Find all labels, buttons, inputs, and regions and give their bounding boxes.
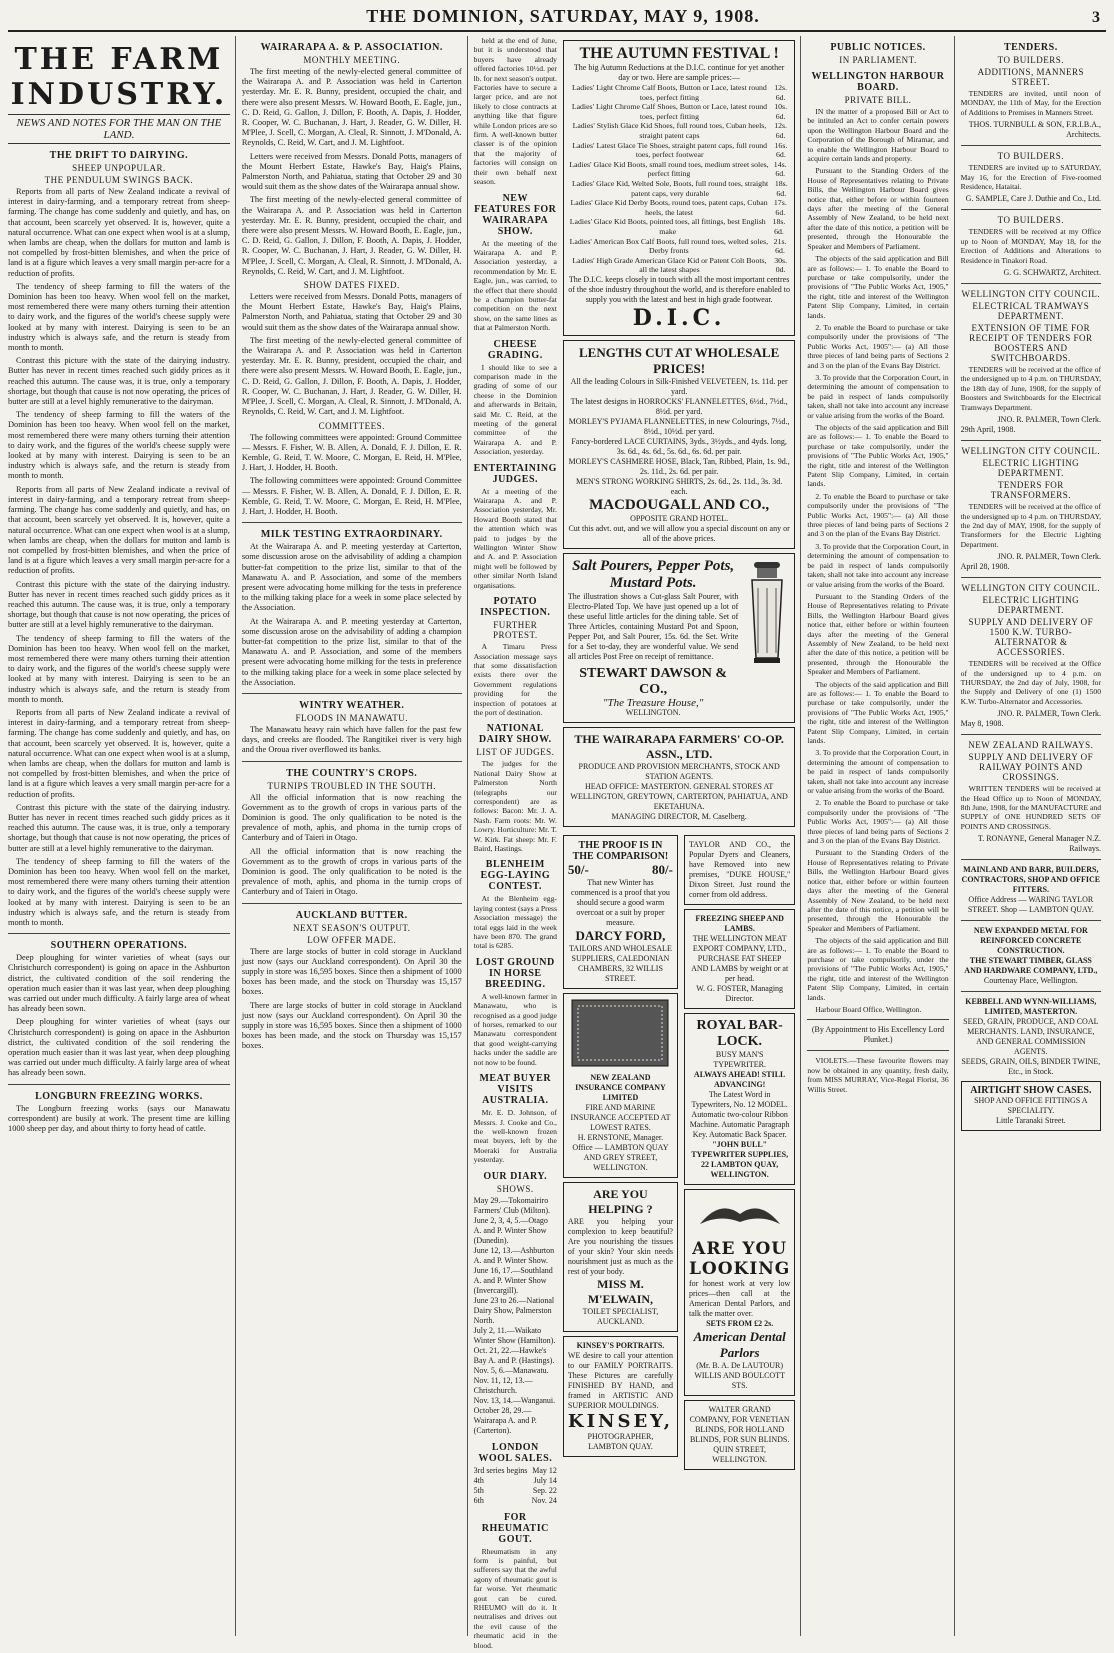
notice-paragraph: 3. To provide that the Corporation Court, in determining the amount of compensation to be paid in respect of lands compulsorily taken, shall not take into account any increase or value arising from the works of the Board. xyxy=(807,372,949,420)
tender-subheading: SUPPLY AND DELIVERY OF RAILWAY POINTS AND CROSSINGS. xyxy=(968,752,1094,783)
article-paragraph: I should like to see a comparison made in the grading of some of our cheese in the Dominion and afterwards in Britain, said Mr. C. Reid, at the meeting of the general committee of the Wairarapa A. and P. Association, yesterday. xyxy=(473,362,557,457)
article-heading: OUR DIARY. xyxy=(483,1170,548,1182)
advertiser-name: STEWART DAWSON & CO., xyxy=(579,665,728,697)
ad-text: The D.I.C. keeps closely in touch with all the most important centres of the shoe industry throughout the world, and is therefore enabled to supply you with the latest and best in high grade footwear. xyxy=(568,274,790,304)
article-paragraph: The first meeting of the newly-elected general committee of the Wairarapa A. and P. Association was held in Carterton yesterday. Mr. E. R. Bunny, president, occupied the chair, and there were also present Messrs. W. Howard Booth, E. Eagle, jun., C. D. Reid, G. Gallon, J. Dillon, F. Booth, A. Dapis, J. Hodder, R. Cooper, W. C. Buchanan, J. Hart, J. Reader, G. W. Diller, H. M'Plee, J. Scell, C. Morgan, A. Cleal, R. Sinnott, J. M'Donald, A. Reynolds, C. Reid, W. Cart, and J. M. Lightfoot. xyxy=(241,67,462,148)
article-heading: THE DRIFT TO DAIRYING. xyxy=(49,150,189,161)
article-subheading: FLOODS IN MANAWATU. xyxy=(295,712,408,723)
price-item: Ladies' Stylish Glace Kid Shoes, full round toes, Cuban heels, straight patent caps 12s. 6d. xyxy=(572,121,787,140)
notice-paragraph: Pursuant to the Standing Orders of the House of Representatives relating to Private Bills, the Wellington Harbour Board gives notice that, either before or within fourteen days after the meeting of the General Assembly of New Zealand, to be held next after the date of this notice, a petition will be presented, through the Honourable the Speaker and Members of Parliament. xyxy=(807,591,949,677)
article-paragraph: All the official information that is now reaching the Government as to the growth of crops in various parts of the Dominion is good. The only qualification to be noted is the prevalence of moth, aphis, and phoma in the turnip crops of Canterbury and of Taieri in Otago. xyxy=(241,792,462,843)
column-wairarapa xyxy=(242,36,468,1636)
advertiser-name: MACDOUGALL AND CO., xyxy=(589,496,770,513)
ad-text: The latest designs in HORROCKS' FLANNELETTES, 6½d., 7½d., 8½d. per yard. xyxy=(570,396,788,416)
ad-text: Office — LAMBTON QUAY AND GREY STREET, WELLINGTON. xyxy=(572,1142,669,1172)
ad-title: THE WAIRARAPA FARMERS' CO-OP. ASSN., LTD. xyxy=(574,731,784,761)
wool-sale-row: 3rd series begins May 12 xyxy=(473,1465,557,1475)
wool-sale-row: 5th Sep. 22 xyxy=(473,1485,557,1495)
article-paragraph: Contrast this picture with the state of the dairying industry. Butter has never in recent times reached such giddy prices as it reached this autumn. The cause was, it is true, only a temporary shortage, but though that cause is not now operating, the prices of butter are still at a level highly remunerative to the dairyman. xyxy=(8,579,230,630)
notice-paragraph: VIOLETS.—These favourite flowers may now be obtained in any quantity, fresh daily, from MISS MURRAY, Vice-Regal Florist, 36 Willis Street. xyxy=(807,1056,949,1094)
article-heading: ENTERTAINING JUDGES. xyxy=(473,462,557,485)
article-paragraph: Contrast this picture with the state of the dairying industry. Butter has never in recent times reached such giddy prices as it reached this autumn. The cause was, it is true, only a temporary shortage, but though that cause is not now operating, the prices of butter are still at a level highly remunerative to the dairyman. xyxy=(8,356,230,407)
proof-ad xyxy=(563,835,678,989)
advertiser-name: MISS M. M'ELWAIN, xyxy=(587,1276,654,1306)
royal-barlock-ad xyxy=(684,1013,795,1185)
tender-text: TENDERS will be received at the Office of the undersigned up to 4 p.m. on THURSDAY, the 2nd day of July, 1908, for the Supply and Delivery of one (1) 1500 K.W. Turbo-Alternator and Accessories. xyxy=(960,659,1101,706)
ad-text: ARE you helping your complexion to keep beautiful? Are you nourishing the tissues of your skin? Your skin needs nourishment just as much as the rest of your body. xyxy=(567,1216,673,1276)
insurance-ad xyxy=(563,993,678,1178)
price-item: Ladies' Glace Kid Boots, small round toes, medium street soles, perfect fitting 14s. 6d. xyxy=(569,159,787,179)
ad-title: THE AUTUMN FESTIVAL ! xyxy=(579,45,779,62)
lengths-ad xyxy=(563,340,795,549)
article-heading: LONGBURN FREEZING WORKS. xyxy=(35,1090,203,1102)
ad-title: KINSEY'S PORTRAITS. xyxy=(576,1340,665,1350)
article-paragraph: A Timaru Press Association message says that some dissatisfaction exists there over the Government regulations providing for the inspection of potatoes at the port of destination. xyxy=(473,642,557,717)
tender-heading: NEW ZEALAND RAILWAYS. xyxy=(968,740,1094,751)
diary-item: July 2, 11.—Waikato Winter Show (Hamilton). xyxy=(473,1325,556,1345)
article-paragraph: The judges for the National Dairy Show at Palmerston North (telegraphs our correspondent) are as follows: Bacon: Mr. J. A. Nash. Farm roots: Mr. W. Lowry. Horticulture: Mr. T. W. Kirk. Fat sheep: Mr. F. Baird, Hastings. xyxy=(473,759,557,853)
ad-title: ARE YOU HELPING ? xyxy=(588,1186,653,1216)
tender-subheading: SUPPLY AND DELIVERY OF 1500 K.W. TURBO-ALTERNATOR & ACCESSORIES. xyxy=(968,617,1094,658)
tender-text: TENDERS will be received at the office of the undersigned up to 4 p.m. on THURSDAY, the 18th day of June, 1908, for the supply of Boosters and Switchboards for the Electrical Tramways Department. xyxy=(960,365,1101,412)
ad-title: LENGTHS CUT AT WHOLESALE PRICES! xyxy=(579,344,780,376)
tender-text: TENDERS will be received at the office of the undersigned up to 4 p.m. on THURSDAY, the 2nd day of MAY, 1908, for the supply of Transformers for the Electric Lighting Department. xyxy=(960,502,1101,549)
tender-heading: WELLINGTON CITY COUNCIL. xyxy=(961,446,1101,457)
notice-paragraph: Pursuant to the Standing Orders of the House of Representatives relating to Private Bills, the Wellington Harbour Board gives notice that, either before or within fourteen days after the meeting of the General Assembly of New Zealand, to be held next after the date of this notice, a petition will be presented, through the Honourable the Speaker and Members of Parliament. xyxy=(807,166,949,251)
price-item: Ladies' Latest Glace Tie Shoes, straight patent caps, full round toes, perfect footwear 16s. 6d. xyxy=(572,140,788,160)
tender-heading: TO BUILDERS. xyxy=(997,215,1064,226)
page-number: 3 xyxy=(1092,9,1100,26)
article-paragraph: At the Wairarapa A. and P. meeting yesterday at Carterton, some discussion arose on the advisability of adding a champion butter-fat competition to the prize list, similar to that of the Manawatu A. and P. Association, and some of the members present were advocating home milking for the tests in preference to the milking taking place for a week in some place selected by the Association. xyxy=(241,542,462,613)
article-subheading: SHOW DATES FIXED. xyxy=(303,280,400,291)
article-paragraph: A well-known farmer in Manawatu, who is recognised as a good judge of horses, remarked to our Manawatu correspondent that good weight-carrying hacks under the saddle are not now to be found. xyxy=(473,991,557,1067)
ad-title: THE PROOF IS IN THE COMPARISON! xyxy=(572,839,669,862)
ad-title: Salt Pourers, Pepper Pots, Mustard Pots. xyxy=(572,557,735,591)
article-paragraph: Deep ploughing for winter varieties of wheat (says our Christchurch correspondent) is going on apace in the Ashburton district, the cultivated condition of the soil rendering the operation much easier than it was last year, when deep ploughing was carried out under much difficulty. A fairly large area of wheat has already been sown. xyxy=(8,1017,230,1078)
ad-text: MEN'S STRONG WORKING SHIRTS, 2s. 6d., 2s. 11d., 3s. 3d. each. xyxy=(575,476,783,496)
diary-item: May 29.—Tokomairiro Farmers' Club (Milton). xyxy=(473,1195,550,1215)
salt-pourer-illustration xyxy=(744,558,790,668)
notice-paragraph: Harbour Board Office, Wellington. xyxy=(815,1004,922,1014)
article-paragraph: The tendency of sheep farming to fill the waters of the Dominion has been too heavy. When wool fell on the market, most remembered there were many others turning their attention to dairy work, and the figures of the world's cheese supply were looked at by many with interest. Dairying is seen to be an industry which is always safe, and the return is steady from month to month. xyxy=(8,856,230,928)
tender-signature: T. RONAYNE, General Manager N.Z. Railways. xyxy=(977,834,1101,854)
ad-text: BUSY MAN'S TYPEWRITER. xyxy=(713,1049,766,1069)
ad-text: THE WELLINGTON MEAT EXPORT COMPANY, LTD., xyxy=(692,933,787,953)
article-paragraph: At the Wairarapa A. and P. meeting yesterday at Carterton, some discussion arose on the advisability of adding a champion butter-fat competition to the prize list, similar to that of the Manawatu A. and P. Association, and some of the members present were advocating home milking for the tests in preference to the milking taking place for a week in some place selected by the Association. xyxy=(241,616,462,687)
diary-list xyxy=(474,1196,557,1436)
column-public-notices xyxy=(807,36,954,1636)
diary-item: Nov. 11, 12, 13.—Christchurch. xyxy=(473,1375,533,1395)
advertiser-name: THE STEWART TIMBER, GLASS AND HARDWARE COMPANY, LTD., xyxy=(964,956,1098,976)
price-list xyxy=(568,83,790,275)
ad-text: SETS FROM £2 2s. xyxy=(706,1318,774,1328)
notice-paragraph: 2. To enable the Board to purchase or take compulsorily under the provisions of "The Public Works Act, 1905":— (a) All those three pieces of land being parts of Sections 2 and 3 on the plan of the Evans Bay District. xyxy=(807,491,949,539)
article-subheading: THE PENDULUM SWINGS BACK. xyxy=(44,175,194,185)
ad-text: QUIN STREET, WELLINGTON. xyxy=(712,1444,768,1464)
article-paragraph: Letters were received from Messrs. Donald Potts, managers of the Mount Herbert Estate, Hawke's Bay, Haig's Plains, Palmerston North, and Pahiatua, stating that October 29 and 30 would suit them as the show dates of the Wairarapa annual show. xyxy=(241,151,462,192)
notice-paragraph: The objects of the said application and Bill are as follows:— 1. To enable the Board to purchase or take compulsorily, under the provisions of "The Public Works Act, 1905," the right, title and interest of the Wellington Patent Slip Company, Limited, in certain lands. xyxy=(807,936,949,1002)
ad-text: OPPOSITE GRAND HOTEL. xyxy=(630,513,729,523)
article-subheading: SHOWS. xyxy=(496,1183,534,1194)
article-heading: WINTRY WEATHER. xyxy=(299,699,405,711)
price-item: Ladies' Light Chrome Calf Boots, Button or Lace, latest round toes, perfect fitting 12s. 6d. xyxy=(572,83,787,102)
tender-subheading: EXTENSION OF TIME FOR RECEIPT OF TENDERS FOR BOOSTERS AND SWITCHBOARDS. xyxy=(969,323,1093,364)
tender-subheading: ADDITIONS, MANNERS STREET. xyxy=(977,67,1085,87)
price-item: Ladies' High Grade American Glace Kid or Patent Colt Boots, all the latest shapes 30s. 0d. xyxy=(572,255,788,275)
tender-date: May 8, 1908. xyxy=(960,719,1004,729)
article-paragraph: The Longburn freezing works (says our Manawatu correspondent) are busily at work. The present time are killing 1000 sheep per day, and about thirty to forty head of cattle. xyxy=(8,1103,230,1134)
price-item: Ladies' Glace Kid, Welted Sole, Boots, full round toes, straight patent caps, very durable 18s. 6d. xyxy=(571,178,788,198)
ad-text: The big Autumn Reductions at the D.I.C. continue for yet another day or two. Here are sample prices:— xyxy=(573,63,785,82)
diary-item: June 2, 3, 4, 5.—Otago A. and P. Winter Show (Dunedin). xyxy=(473,1215,548,1245)
article-paragraph: The Manawatu heavy rain which have fallen for the past few days, and creeks are flooded. The Rangitikei river is very high and the Oroua river overflowed its banks. xyxy=(241,724,462,755)
notice-subheading: PRIVATE BILL. xyxy=(844,95,912,105)
dental-ad xyxy=(684,1189,795,1396)
tender-signature: JNO. R. PALMER, Town Clerk. xyxy=(997,552,1101,562)
ad-title: NEW EXPANDED METAL FOR REINFORCED CONCRETE CONSTRUCTION. xyxy=(973,926,1088,956)
tender-signature: G. G. SCHWARTZ, Architect. xyxy=(1003,268,1101,278)
ad-text: All the leading Colours in Silk-Finished VELVETEEN, 1s. 11d. per yard. xyxy=(570,376,788,396)
article-paragraph: There are large stocks of butter in cold storage in Auckland just now (says our Auckland correspondent). On April 30 the supply in store was 16,595 boxes. Since then a shipment of 1000 boxes has been made, and the stock on Thursday was 15,157 boxes. xyxy=(241,1000,462,1051)
article-paragraph: Deep ploughing for winter varieties of wheat (says our Christchurch correspondent) is going on apace in the Ashburton district, the cultivated condition of the soil rendering the operation much easier than it was last year, when deep ploughing was carried out under much difficulty. A fairly large area of wheat has already been sown. xyxy=(8,953,230,1014)
article-heading: MEAT BUYER VISITS AUSTRALIA. xyxy=(479,1073,552,1107)
article-paragraph: All the official information that is now reaching the Government as to the growth of crops in various parts of the Dominion is good. The only qualification to be noted is the prevalence of moth, aphis, and phoma in the turnip crops of Canterbury and of Taieri in Otago. xyxy=(241,846,462,897)
ad-title: AIRTIGHT SHOW CASES. xyxy=(970,1085,1092,1097)
price-item: Ladies' American Box Calf Boots, full round toes, welted soles, Derby fronts 21s. 6d. xyxy=(569,236,787,256)
ad-text: SHOP AND OFFICE FITTINGS A SPECIALITY. xyxy=(974,1096,1088,1116)
tender-heading: TO BUILDERS. xyxy=(997,55,1064,65)
ad-text: HEAD OFFICE: MASTERTON. GENERAL STORES AT WELLINGTON, GREYTOWN, CARTERTON, PAHIATUA, AND EKETAHUNA. xyxy=(570,781,788,811)
masthead xyxy=(8,6,1106,32)
article-subheading: SHEEP UNPOPULAR. xyxy=(72,163,166,173)
diary-item: June 12, 13.—Ashburton A. and P. Winter Show. xyxy=(473,1245,555,1265)
ad-text: TAILORS AND WHOLESALE SUPPLIERS, CALEDONIAN CHAMBERS, 32 WILLIS STREET. xyxy=(569,943,672,983)
ad-text: Little Taranaki Street. xyxy=(995,1116,1066,1126)
tender-signature: JNO. R. PALMER, Town Clerk. xyxy=(997,709,1101,719)
diary-item: Nov. 13, 14.—Wanganui. xyxy=(473,1395,556,1405)
article-paragraph: At a meeting of the Wairarapa A. and P. Association yesterday, Mr. Howard Booth stated that the attention which was paid to judges by the Wellington Winter Show and A. and P. Association might well be followed by other similar North Island organisations. xyxy=(473,486,557,590)
tender-text: TENDERS will be received at my Office up to Noon of MONDAY, May 18, for the Erection of Additions and Alterations to Residence in Tinakori Road. xyxy=(960,227,1101,265)
ads-right xyxy=(684,831,795,1474)
ad-text: TOILET SPECIALIST, AUCKLAND. xyxy=(582,1306,659,1326)
article-paragraph: At the Blenheim egg-laying contest (says a Press Association message) the total eggs laid in the week have been 870. The grand total is 6285. xyxy=(473,894,557,951)
notice-subheading: IN PARLIAMENT. xyxy=(839,55,917,65)
price-item: Ladies' Light Chrome Calf Shoes, Button or Lace, latest round toes, perfect fitting 10s. 6d. xyxy=(571,102,788,121)
article-paragraph: The first meeting of the newly-elected general committee of the Wairarapa A. and P. Association was held in Carterton yesterday. Mr. E. R. Bunny, president, occupied the chair, and there were also present Messrs. W. Howard Booth, E. Eagle, jun., C. D. Reid, G. Gallon, J. Dillon, F. Booth, A. Dapis, J. Hodder, R. Cooper, W. C. Buchanan, J. Hart, J. Reader, G. W. Diller, H. M'Plee, J. Scell, C. Morgan, A. Cleal, R. Sinnott, J. M'Donald, A. Reynolds, C. Reid, W. Cart, and J. M. Lightfoot. xyxy=(241,335,462,417)
ad-text: PHOTOGRAPHER, LAMBTON QUAY. xyxy=(587,1431,654,1451)
ad-text: WE desire to call your attention to our FAMILY PORTRAITS. These Pictures are carefully FINISHED BY HAND, and framed in ARTISTIC AND SUPERIOR MOULDINGS. xyxy=(567,1350,673,1410)
price-item: Ladies' Glace Kid Derby Boots, round toes, patent caps, Cuban heels, the latest 17s. 6d. xyxy=(570,198,787,217)
article-paragraph: The tendency of sheep farming to fill the waters of the Dominion has been too heavy. When wool fell on the market, most remembered there were many others turning their attention to dairy work, and the figures of the world's cheese supply were looked at by many with interest. Dairying is seen to be an industry which is always safe, and the return is steady from month to month. xyxy=(8,410,230,481)
wool-sales-list xyxy=(474,1466,557,1506)
article-subheading: NEXT SEASON'S OUTPUT. xyxy=(292,922,411,933)
article-paragraph: Mr. E. D. Johnson, of Messrs. J. Cooke and Co., the well-known frozen meat buyers, left by the Moeraki for Australia yesterday. xyxy=(473,1108,557,1165)
column-farm-industry xyxy=(8,36,236,1636)
diary-item: June 23 to 26.—National Dairy Show, Palmerston North. xyxy=(473,1295,555,1325)
ad-text: The illustration shows a Cut-glass Salt Pourer, with Electro-Plated Top. We have just opened up a lot of these useful little articles for the dining table. Set of Three Articles, containing Mustard Pot and Spoon, Pepper Pot, and Salt Pourer, 15s. 6d. the Set. Write for a Set to-day, they are wonderful value. We send all articles Post Free on receipt of remittance. xyxy=(567,591,739,661)
article-paragraph: There are large stocks of butter in cold storage in Auckland just now (says our Auckland correspondent). On April 30 the supply in store was 16,595 boxes. Since then a shipment of 1000 boxes has been made, and the stock on Thursday was 15,157 boxes. xyxy=(241,946,462,997)
article-heading: NEW FEATURES FOR WAIRARAPA SHOW. xyxy=(474,192,557,237)
notice-paragraph: 3. To provide that the Corporation Court, in determining the amount of compensation to be paid in respect of lands compulsorily taken, shall not take into account any increase or value arising from the works of the Board. xyxy=(807,541,949,589)
autumn-festival-ad xyxy=(563,40,795,336)
ad-title: NEW ZEALAND INSURANCE COMPANY LIMITED xyxy=(575,1072,666,1102)
insurance-logo-icon xyxy=(570,998,670,1068)
article-heading: THE COUNTRY'S CROPS. xyxy=(286,767,418,779)
column-tenders xyxy=(961,36,1106,1636)
ad-text: MANAGING DIRECTOR, M. Caselberg. xyxy=(611,811,747,821)
ad-text: (Mr. B. A. De LAUTOUR) xyxy=(696,1360,784,1370)
section-heading: PUBLIC NOTICES. xyxy=(830,42,926,53)
tender-subheading: ELECTRIC LIGHTING DEPARTMENT. xyxy=(982,458,1080,479)
article-heading: SOUTHERN OPERATIONS. xyxy=(50,940,188,952)
article-paragraph: Reports from all parts of New Zealand indicate a revival of interest in dairy-farming, and a temporary retreat from sheep-farming. The change has come suddenly and quietly, and has, on that account, been scarcely yet observed. It is, however, quite a natural occurrence. What can one expect when wool is at a slump, when lambs are cheap, when the dollars for mutton and lamb is not compelled by frost-bitten blemishes, and when the price of land is at a figure which leaves a very small margin per-acre for a reduction of profits. xyxy=(8,484,230,576)
ad-text: TAYLOR AND CO., the Popular Dyers and Cleaners, have Removed into new premises, "DUKE HOUSE," Dixon Street. Just round the corner from old address. xyxy=(688,839,791,899)
diary-item: Oct. 21, 22.—Hawke's Bay A. and P. (Hastings). xyxy=(473,1345,555,1365)
article-paragraph: Reports from all parts of New Zealand indicate a revival of interest in dairy-farming, and a temporary retreat from sheep-farming. The change has come suddenly and quietly, and has, on that account, been scarcely yet observed. It is, however, quite a natural occurrence. What can one expect when wool is at a slump, when lambs are cheap, when the dollars for mutton and lamb is not compelled by frost-bitten blemishes, and when the price of land is at a figure which leaves a very small margin per-acre for a reduction of profits. xyxy=(8,187,230,278)
eagle-illustration xyxy=(690,1194,790,1234)
ad-text: "The Treasure House," xyxy=(602,696,704,709)
article-subheading: MONTHLY MEETING. xyxy=(303,55,401,65)
article-paragraph: Reports from all parts of New Zealand indicate a revival of interest in dairy-farming, and a temporary retreat from sheep-farming. The change has come suddenly and quietly, and has, on that account, been scarcely yet observed. It is, however, quite a natural occurrence. What can one expect when wool is at a slump, when lambs are cheap, when the dollars for mutton and lamb is not compelled by frost-bitten blemishes, and when the price of land is at a figure which leaves a very small margin per-acre for a reduction of profits. xyxy=(8,707,230,799)
ad-title: ROYAL BAR-LOCK. xyxy=(696,1017,783,1049)
article-subheading: TURNIPS TROUBLED IN THE SOUTH. xyxy=(267,780,436,791)
ad-text: WILLIS AND BOULCOTT STS. xyxy=(694,1370,785,1390)
advertiser-name: American Dental Parlors xyxy=(693,1328,786,1360)
article-heading: LONDON WOOL SALES. xyxy=(478,1441,553,1464)
ad-text: The Latest Word in Typewriters, No. 12 MODEL. Automatic two-colour Ribbon Machine. Automatic Paragraph Key. Automatic Back Spacer. xyxy=(689,1089,790,1139)
article-subheading: FURTHER PROTEST. xyxy=(492,620,538,641)
section-subtitle: NEWS AND NOTES FOR THE MAN ON THE LAND. xyxy=(8,114,230,144)
dic-logo: D.I.C. xyxy=(632,304,726,331)
price-range: 50/- 80/- xyxy=(567,861,673,877)
ad-title: MAINLAND AND BARR, BUILDERS, CONTRACTORS, SHOP AND OFFICE FITTERS. xyxy=(961,865,1101,895)
appointment-line: (By Appointment to His Excellency Lord Plunket.) xyxy=(811,1025,945,1045)
article-paragraph: The first meeting of the newly-elected general committee of the Wairarapa A. and P. Association was held in Carterton yesterday. Mr. E. R. Bunny, president, occupied the chair, and there were also present Messrs. W. Howard Booth, E. Eagle, jun., C. D. Reid, G. Gallon, J. Dillon, F. Booth, A. Dapis, J. Hodder, R. Cooper, W. C. Buchanan, J. Hart, J. Reader, G. W. Diller, H. M'Plee, J. Scell, C. Morgan, A. Cleal, R. Sinnott, J. M'Donald, A. Reynolds, C. Reid, W. Cart, and J. M. Lightfoot. xyxy=(241,195,462,276)
advertiser-name: KEBBELL AND WYNN-WILLIAMS, LIMITED, MASTERTON. xyxy=(965,997,1097,1017)
diary-item: October 28, 29.—Wairarapa A. and P. (Carterton). xyxy=(473,1405,537,1435)
taylor-ad xyxy=(684,835,795,905)
ads-subcolumn xyxy=(563,36,795,1653)
article-heading: AUCKLAND BUTTER. xyxy=(295,909,408,921)
tender-text: TENDERS are invited up to SATURDAY, May 16, for the Erection of Five-roomed Residence, Hataitai. xyxy=(960,163,1101,192)
advertiser-name: DARCY FORD, xyxy=(575,927,666,943)
helping-ad xyxy=(563,1182,678,1332)
article-heading: CHEESE GRADING. xyxy=(487,338,543,361)
tender-subheading: TENDERS FOR TRANSFORMERS. xyxy=(990,480,1071,501)
article-heading: FOR RHEUMATIC GOUT. xyxy=(481,1511,549,1545)
news-subcolumn xyxy=(474,36,557,1653)
section-title: THE FARM INDUSTRY. xyxy=(10,42,228,112)
wool-sale-row: 4th July 14 xyxy=(473,1475,557,1485)
tender-heading: TO BUILDERS. xyxy=(997,151,1064,162)
price-item: Ladies' Glace Kid Boots, pointed toes, all fittings, best English make 18s. 6d. xyxy=(569,217,786,236)
ad-text: PRODUCE AND PROVISION MERCHANTS, STOCK AND STATION AGENTS. xyxy=(578,761,780,781)
ad-text: FIRE AND MARINE INSURANCE ACCEPTED AT LOWEST RATES. xyxy=(570,1102,671,1132)
notice-paragraph: The objects of the said application and Bill are as follows:— 1. To enable the Board to purchase or take compulsorily, under the provisions of "The Public Works Act, 1905," the right, title and interest of the Wellington Patent Slip Company, Limited, in certain lands. xyxy=(807,254,949,320)
notice-paragraph: 2. To enable the Board to purchase or take compulsorily under the provisions of "The Public Works Act, 1905":— (a) All those three pieces of land being parts of Sections 2 and 3 on the plan of the Evans Bay District. xyxy=(807,798,949,846)
tender-subheading: ELECTRIC LIGHTING DEPARTMENT. xyxy=(982,595,1080,616)
airtight-ad xyxy=(961,1081,1101,1131)
ad-text: That new Winter has commenced is a proof that you should secure a good warm overcoat or a suit by proper measure. xyxy=(571,877,670,927)
tender-text: WRITTEN TENDERS will be received at the Head Office up to Noon of MONDAY, 8th June, 1908, for the MANUFACTURE and SUPPLY of ONE HUNDRED SETS OF POINTS AND CROSSINGS. xyxy=(960,784,1101,831)
ad-text: for honest work at very low prices—then call at the American Dental Parlors, and talk the matter over. xyxy=(688,1278,791,1318)
tender-signature: JNO. R. PALMER, Town Clerk. xyxy=(997,415,1101,425)
article-heading: NATIONAL DAIRY SHOW. xyxy=(478,723,552,746)
article-paragraph: At the meeting of the Wairarapa A. and P. Association yesterday, a recommendation by Mr. E. Eagle, jun., was carried, to the effect that there should be a champion butter-fat competition on the next show, on the same lines as that at Palmerston North. xyxy=(473,238,557,333)
article-heading: BLENHEIM EGG-LAYING CONTEST. xyxy=(480,859,551,893)
masthead-title: THE DOMINION, SATURDAY, MAY 9, 1908. xyxy=(366,6,760,26)
article-paragraph: The following committees were appointed: Ground Committee — Messrs. F. Fisher, W. B. Allen, A. Donald, F. J. Dillon, E. R. Kemble, G. Reid, T. W. Moore, C. Morgan, E. Reid, H. M'Plee, J. Hart, J. Hodder, H. Booth. xyxy=(241,476,462,516)
ad-text: H. ERNSTONE, Manager. xyxy=(577,1132,664,1142)
tender-date: April 28, 1908. xyxy=(960,562,1010,572)
article-subheading: LOW OFFER MADE. xyxy=(307,934,397,945)
ad-title: ARE YOU LOOKING xyxy=(688,1238,791,1279)
ad-text: ALWAYS AHEAD! STILL ADVANCING! xyxy=(693,1069,786,1089)
ad-text: Cut this advt. out, and we will allow you a special discount on any or all of the above prices. xyxy=(568,523,790,543)
tender-signature: G. SAMPLE, Care J. Duthie and Co., Ltd. xyxy=(965,194,1101,204)
ad-text: "JOHN BULL" TYPEWRITER SUPPLIES, 22 LAMBTON QUAY, WELLINGTON. xyxy=(691,1139,789,1179)
tender-heading: WELLINGTON CITY COUNCIL. xyxy=(961,289,1101,300)
ad-text: Fancy-bordered LACE CURTAINS, 3yds., 3½yds., and 4yds. long, 3s. 6d., 4s. 6d., 5s. 6d., 6s. 6d. per pair. xyxy=(571,436,787,456)
article-paragraph: Contrast this picture with the state of the dairying industry. Butter has never in recent times reached such giddy prices as it reached this autumn. The cause was, it is true, only a temporary shortage, but though that cause is not now operating, the prices of butter are still at a level highly remunerative to the dairyman. xyxy=(8,802,230,853)
ad-text: MORLEY'S PYJAMA FLANNELETTES, in new Colourings, 7½d., 8½d., 10½d. per yard. xyxy=(568,416,790,436)
article-paragraph: Letters were received from Messrs. Donald Potts, managers of the Mount Herbert Estate, Hawke's Bay, Haig's Plains, Palmerston North, and Pahiatua, stating that October 29 and 30 would suit them as the show dates of the Wairarapa annual show. xyxy=(241,292,462,332)
notice-paragraph: IN the matter of a proposed Bill or Act to be intituled an Act to confer certain powers upon the Wellington Harbour Board and the Corporation of the Borough of Miramar, and to enable the Wellington Harbour Board to acquire certain lands and property. xyxy=(807,107,949,164)
tender-text: TENDERS are invited, until noon of MONDAY, the 11th of May, for the Erection of Additions to Premises in Manners Street. xyxy=(960,89,1101,117)
notice-paragraph: 3. To provide that the Corporation Court, in determining the amount of compensation to be paid in respect of lands compulsorily taken, shall not take into account any increase or value arising from the works of the Board. xyxy=(807,748,949,796)
salt-pourers-ad xyxy=(563,553,795,723)
article-heading: MILK TESTING EXTRAORDINARY. xyxy=(260,529,443,541)
notice-paragraph: Pursuant to the Standing Orders of the House of Representatives relating to Private Bills, the Wellington Harbour Board gives notice that, either before or within fourteen days after the meeting of the General Assembly of New Zealand, to be held next after the date of this notice, a petition will be presented, through the Honourable the Speaker and Members of Parliament. xyxy=(807,848,949,933)
article-paragraph: held at the end of June, but it is understood that buyers have already offered factories 10½d. per lb. for next season's output. Factories have to secure a larger price, and are not likely to close contracts at anything like that figure while London prices are so firm. A well-known butter classer is of the opinion that the majority of factories will consign on their own behalf next season. xyxy=(473,36,557,187)
tender-date: 29th April, 1908. xyxy=(960,425,1016,435)
freezing-ad xyxy=(684,909,795,1009)
ads-left xyxy=(563,831,678,1474)
notice-paragraph: The objects of the said application and Bill are as follows:— 1. To enable the Board to purchase or take compulsorily, under the provisions of "The Public Works Act, 1905," the right, title and interest of the Wellington Patent Slip Company, Limited, in certain lands. xyxy=(807,679,949,745)
diary-item: June 16, 17.—Southland A. and P. Winter Show (Invercargill). xyxy=(473,1265,553,1295)
article-subheading: COMMITTEES. xyxy=(318,420,385,431)
ad-title: FREEZING SHEEP AND LAMBS. xyxy=(695,913,784,933)
diary-item: Nov. 5, 6.—Manawatu. xyxy=(473,1365,549,1375)
article-paragraph: The following committees were appointed: Ground Committee — Messrs. F. Fisher, W. B. Allen, A. Donald, F. J. Dillon, E. R. Kemble, G. Reid, T. W. Moore, C. Morgan, E. Reid, H. M'Plee, J. Hart, J. Hodder, H. Booth. xyxy=(241,432,462,473)
tender-heading: WELLINGTON CITY COUNCIL. xyxy=(961,583,1101,594)
ad-text: Courtenay Place, Wellington. xyxy=(983,976,1078,986)
blinds-ad xyxy=(684,1400,795,1470)
farmers-coop-ad xyxy=(563,727,795,827)
article-subheading: LIST OF JUDGES. xyxy=(476,747,555,758)
ad-text: PURCHASE FAT SHEEP AND LAMBS by weight or at per head. xyxy=(691,953,789,983)
article-paragraph: The tendency of sheep farming to fill the waters of the Dominion has been too heavy. When wool fell on the market, most remembered there were many others turning their attention to dairy work, and the figures of the world's cheese supply were looked at by many with interest. Dairying is seen to be an industry which is always safe, and the return is steady from month to month. xyxy=(8,633,230,704)
notice-paragraph: The objects of the said application and Bill are as follows:— 1. To enable the Board to purchase or take compulsorily, under the provisions of "The Public Works Act, 1905," the right, title and interest of the Wellington Patent Slip Company, Limited, in certain lands. xyxy=(807,423,949,489)
section-heading: TENDERS. xyxy=(1003,42,1058,53)
ad-text: WELLINGTON. xyxy=(625,707,681,717)
ad-text: SEED, GRAIN, PRODUCE, AND COAL MERCHANTS. LAND, INSURANCE, AND GENERAL COMMISSION AGENTS. xyxy=(963,1017,1099,1057)
article-paragraph: Rheumatism in any form is painful, but sufferers say that the awful agony of rheumatic gout is far worse. Yet rheumatic gout can be cured. RHEUMO will do it. It neutralises and drives out the evil cause of the rheumatic acid in the blood. xyxy=(473,1546,557,1650)
article-paragraph: The tendency of sheep farming to fill the waters of the Dominion has been too heavy. When wool fell on the market, most remembered there were many others turning their attention to dairy work, and the figures of the world's cheese supply were looked at by many with interest. Dairying is seen to be an industry which is always safe, and the return is steady from month to month. xyxy=(8,281,230,353)
ad-text: WALTER GRAND COMPANY, FOR VENETIAN BLINDS, FOR HOLLAND BLINDS, FOR SUN BLINDS. xyxy=(689,1404,790,1444)
ad-text: SEEDS, GRAIN, OILS, BINDER TWINE, Etc., in Stock. xyxy=(961,1057,1101,1077)
notice-paragraph: 2. To enable the Board to purchase or take compulsorily under the provisions of "The Public Works Act, 1905":— (a) All those three pieces of land being parts of Sections 2 and 3 on the plan of the Evans Bay District. xyxy=(807,322,949,370)
notice-heading: WELLINGTON HARBOUR BOARD. xyxy=(811,71,945,93)
article-heading: WAIRARAPA A. & P. ASSOCIATION. xyxy=(260,42,443,53)
tender-subheading: ELECTRICAL TRAMWAYS DEPARTMENT. xyxy=(972,301,1090,322)
tender-signature: THOS. TURNBULL & SON, F.R.I.B.A., Architects. xyxy=(968,120,1101,140)
column-mixed xyxy=(473,36,802,1650)
advertiser-name: KINSEY, xyxy=(567,1410,673,1432)
article-heading: LOST GROUND IN HORSE BREEDING. xyxy=(475,956,555,990)
ad-text: MORLEY'S CASHMERE HOSE, Black, Tan, Ribbed, Plain, 1s. 9d., 2s. 11d., 2s. 6d. per pair. xyxy=(568,456,790,476)
wool-sale-row: 6th Nov. 24 xyxy=(473,1495,557,1505)
kinsey-ad xyxy=(563,1336,678,1457)
article-heading: POTATO INSPECTION. xyxy=(480,596,551,619)
ad-text: W. G. FOSTER, Managing Director. xyxy=(696,983,784,1003)
ad-text: Office Address — WARING TAYLOR STREET. Shop — LAMBTON QUAY. xyxy=(967,895,1094,915)
